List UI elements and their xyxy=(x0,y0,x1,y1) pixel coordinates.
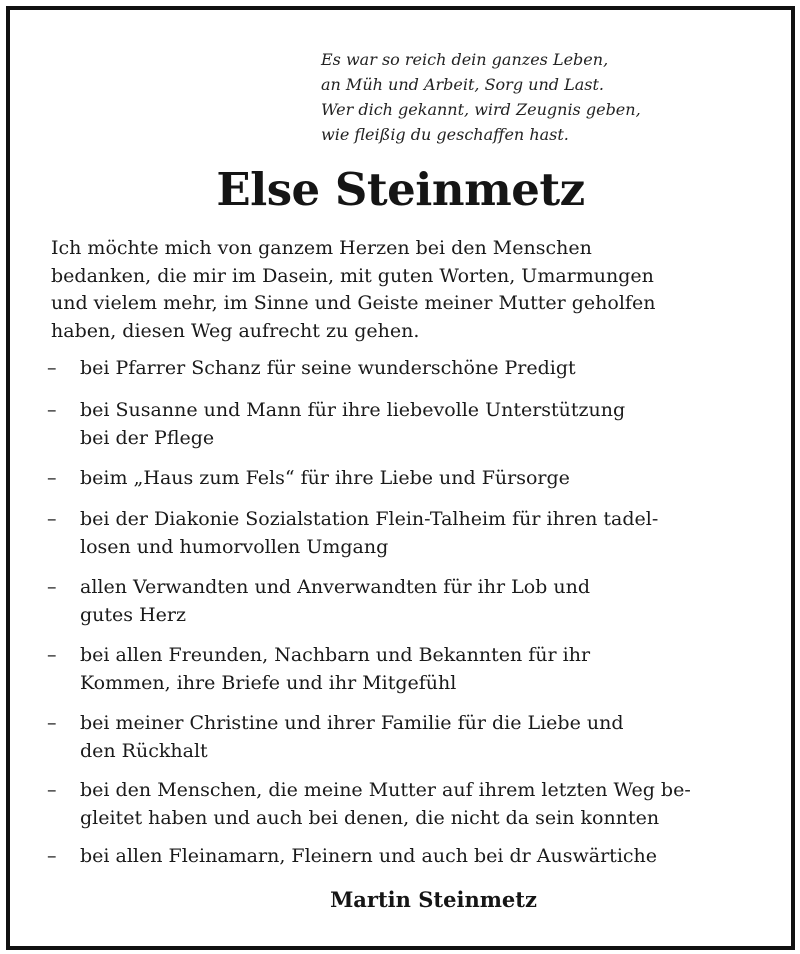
thanks-line: bei Susanne und Mann für ihre liebevolle Unterstützung xyxy=(80,399,626,421)
thanks-line: losen und humorvollen Umgang xyxy=(80,535,389,558)
intro-line: haben, diesen Weg aufrecht zu gehen. xyxy=(51,319,420,342)
bullet-dash: – xyxy=(47,467,57,489)
bullet-dash: – xyxy=(47,399,57,421)
bullet-dash: – xyxy=(47,357,57,379)
intro-line: Ich möchte mich von ganzem Herzen bei den Menschen xyxy=(51,237,592,259)
notice-frame xyxy=(6,6,795,950)
thanks-line: bei der Pflege xyxy=(80,426,215,449)
thanks-line: bei der Diakonie Sozialstation Flein-Talheim für ihren tadel- xyxy=(80,508,659,530)
thanks-line: bei den Menschen, die meine Mutter auf ihrem letzten Weg be- xyxy=(80,779,691,801)
poem-line: Wer dich gekannt, wird Zeugnis geben, xyxy=(321,100,641,119)
thanks-line: bei allen Freunden, Nachbarn und Bekannten für ihr xyxy=(80,644,591,666)
intro-paragraph xyxy=(51,235,791,345)
bullet-dash: – xyxy=(47,845,57,867)
signature: Martin Steinmetz xyxy=(330,887,537,912)
intro-line: und vielem mehr, im Sinne und Geiste meiner Mutter geholfen xyxy=(51,292,656,314)
thanks-line: allen Verwandten und Anverwandten für ihr Lob und xyxy=(80,576,591,598)
thanks-line: gleitet haben und auch bei denen, die nicht da sein konnten xyxy=(80,806,660,829)
thanks-line: den Rückhalt xyxy=(80,739,208,762)
thanks-line: bei Pfarrer Schanz für seine wunderschöne Predigt xyxy=(80,357,576,379)
poem-line: wie fleißig du geschaffen hast. xyxy=(321,125,569,144)
bullet-dash: – xyxy=(47,644,57,666)
bullet-dash: – xyxy=(47,576,57,598)
thanks-line: beim „Haus zum Fels“ für ihre Liebe und Fürsorge xyxy=(80,467,570,489)
bullet-dash: – xyxy=(47,508,57,530)
thanks-line: gutes Herz xyxy=(80,603,186,626)
poem-line: Es war so reich dein ganzes Leben, xyxy=(321,50,609,69)
thanks-line: bei meiner Christine und ihrer Familie für die Liebe und xyxy=(80,712,624,734)
poem-line: an Müh und Arbeit, Sorg und Last. xyxy=(321,75,604,94)
memorial-poem xyxy=(321,47,641,147)
thanks-line: bei allen Fleinamarn, Fleinern und auch bei dr Auswärtiche xyxy=(80,845,658,867)
bullet-dash: – xyxy=(47,712,57,734)
bullet-dash: – xyxy=(47,779,57,801)
thanks-line: Kommen, ihre Briefe und ihr Mitgefühl xyxy=(80,671,457,694)
intro-line: bedanken, die mir im Dasein, mit guten Worten, Umarmungen xyxy=(51,264,654,287)
deceased-name: Else Steinmetz xyxy=(216,163,585,216)
